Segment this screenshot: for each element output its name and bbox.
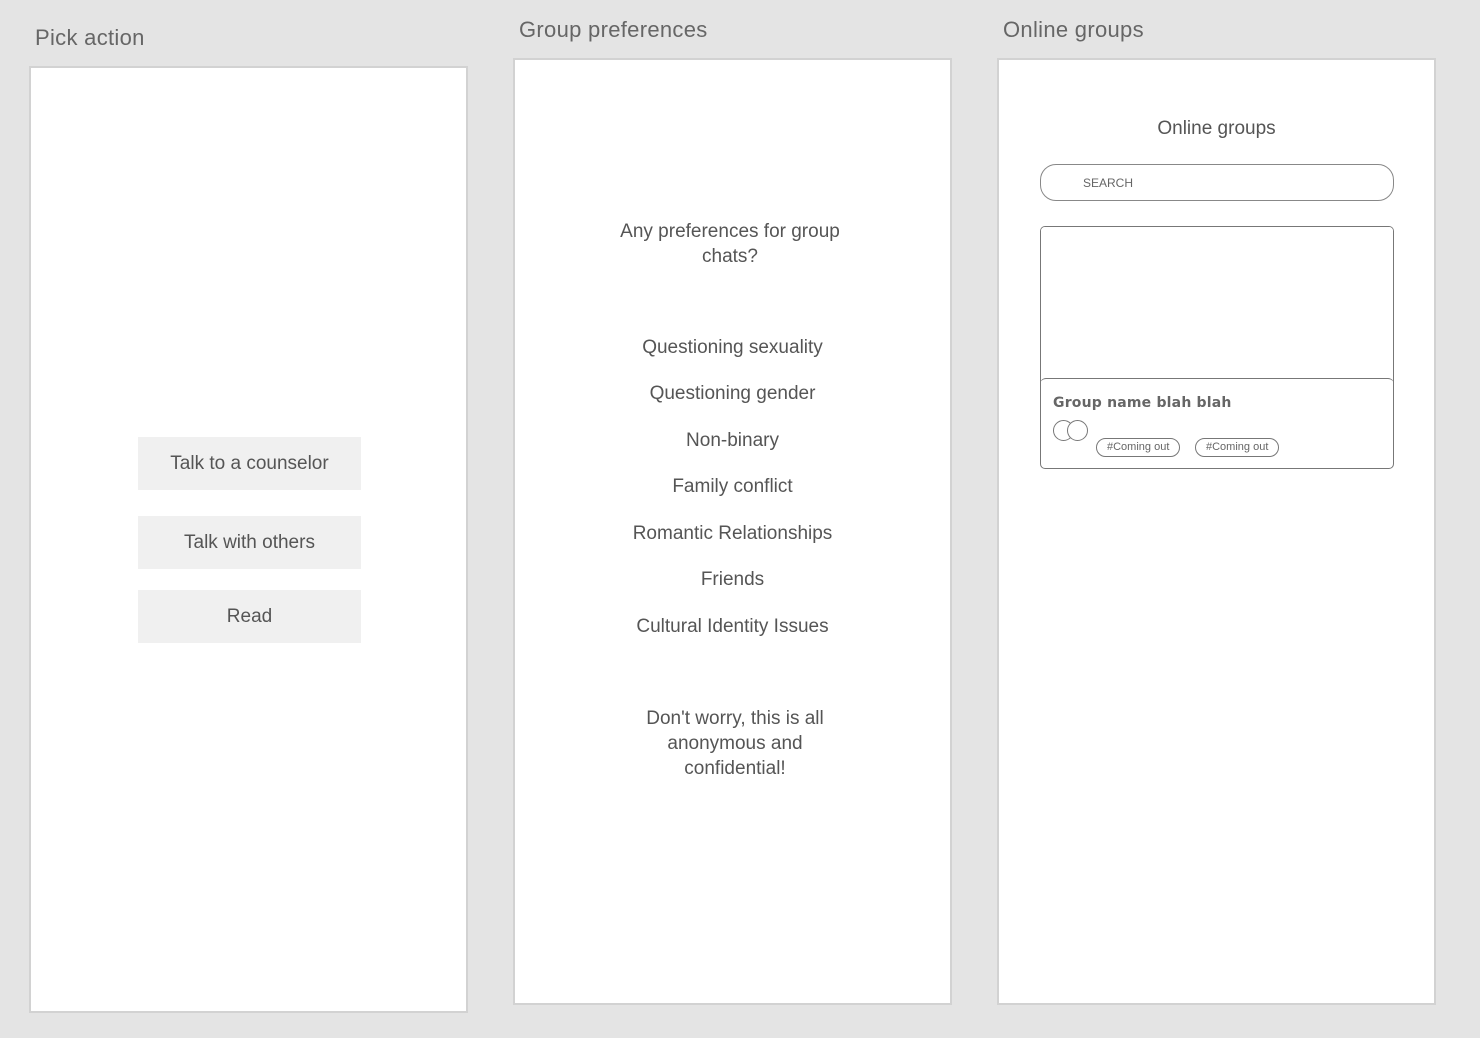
option-romantic-relationships[interactable]: Romantic Relationships: [632, 523, 833, 544]
option-cultural-identity-issues[interactable]: Cultural Identity Issues: [636, 616, 829, 637]
option-questioning-gender[interactable]: Questioning gender: [649, 383, 816, 404]
option-family-conflict[interactable]: Family conflict: [672, 476, 793, 497]
group-image-placeholder: [1041, 227, 1393, 379]
group-tag[interactable]: #Coming out: [1096, 438, 1180, 457]
group-card[interactable]: [1040, 226, 1394, 469]
pick-action-title: Pick action: [35, 25, 145, 50]
read-button[interactable]: Read: [138, 590, 361, 643]
online-groups-heading: Online groups: [1157, 118, 1276, 139]
group-preferences-screen: [513, 58, 952, 1005]
option-questioning-sexuality[interactable]: Questioning sexuality: [642, 337, 823, 358]
talk-with-others-button[interactable]: Talk with others: [138, 516, 361, 569]
preferences-question: Any preferences for group chats?: [620, 221, 840, 267]
online-groups-title: Online groups: [1003, 17, 1144, 42]
group-tag[interactable]: #Coming out: [1195, 438, 1279, 457]
talk-to-counselor-button[interactable]: Talk to a counselor: [138, 437, 361, 490]
group-name: Group name blah blah: [1053, 395, 1232, 411]
pick-action-screen: [29, 66, 468, 1013]
member-avatar: [1067, 420, 1088, 441]
search-input[interactable]: [1040, 164, 1394, 201]
group-preferences-title: Group preferences: [519, 17, 708, 42]
anonymity-note: Don't worry, this is all anonymous and confidential!: [646, 708, 824, 779]
option-friends[interactable]: Friends: [700, 569, 765, 590]
option-non-binary[interactable]: Non-binary: [686, 430, 779, 451]
online-groups-screen: [997, 58, 1436, 1005]
group-info-panel: [1040, 378, 1394, 469]
